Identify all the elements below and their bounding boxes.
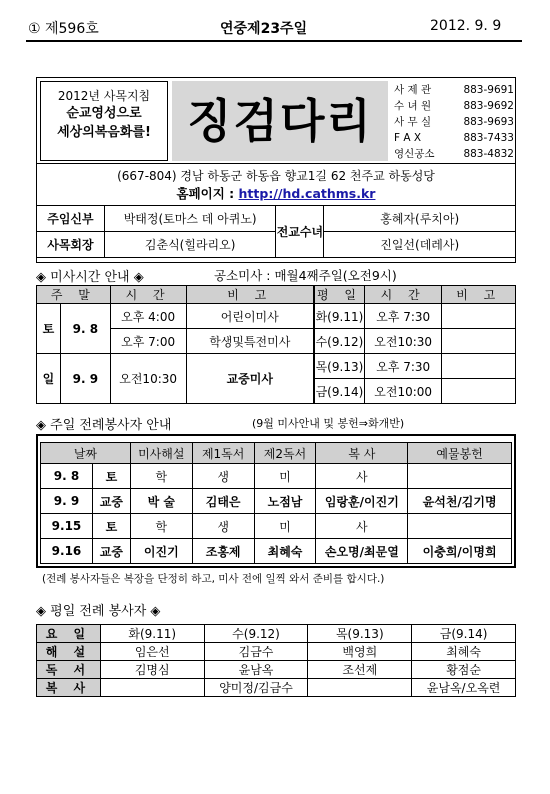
service-date: 9. 9 <box>41 489 93 514</box>
sunday-title: 연중제23주일 <box>220 21 308 37</box>
weekday-cell: 황점순 <box>412 661 516 679</box>
top-divider <box>26 40 522 42</box>
col-note: 비 고 <box>442 286 516 304</box>
service-cell: 이진기 <box>130 539 192 564</box>
service-cell: 생 <box>192 514 254 539</box>
sat-note-1: 어린이미사 <box>186 304 313 329</box>
nun-name-2: 진일선(데레사) <box>324 232 516 258</box>
weekday-cell: 윤남옥/오옥련 <box>412 679 516 697</box>
newsletter-logo: 징검다리 <box>187 94 373 148</box>
sun-note: 교중미사 <box>186 354 313 404</box>
sun-date: 9. 9 <box>60 354 110 404</box>
service-cell: 사 <box>316 514 408 539</box>
sat-time-1: 오후 4:00 <box>110 304 186 329</box>
service-day: 교중 <box>92 539 130 564</box>
council-label: 사목회장 <box>37 232 105 258</box>
sat-time-2: 오후 7:00 <box>110 329 186 354</box>
service-cell: 손오명/최문열 <box>316 539 408 564</box>
col-reading-2: 제2독서 <box>254 443 316 464</box>
nun-label: 전교수녀 <box>276 206 324 258</box>
service-day: 토 <box>92 464 130 489</box>
col-note: 비 고 <box>186 286 313 304</box>
contact-row: F A X 883-7433 <box>394 132 514 144</box>
sun-time: 오전10:30 <box>110 354 186 404</box>
service-cell: 박 술 <box>130 489 192 514</box>
service-cell: 미 <box>254 464 316 489</box>
col-time: 시 간 <box>110 286 186 304</box>
col-date: 날짜 <box>41 443 131 464</box>
service-day: 교중 <box>92 489 130 514</box>
weekday-mass-table <box>314 285 516 404</box>
service-cell: 생 <box>192 464 254 489</box>
service-cell <box>408 464 512 489</box>
sat-day: 토 <box>37 304 61 354</box>
weekday-time: 오후 7:30 <box>364 304 442 329</box>
homepage-link[interactable]: http://hd.cathms.kr <box>238 186 376 201</box>
col-time: 시 간 <box>364 286 442 304</box>
weekend-mass-table <box>36 285 314 404</box>
weekday-time: 오전10:00 <box>364 379 442 404</box>
service-cell: 노점남 <box>254 489 316 514</box>
issue-date: 2012. 9. 9 <box>430 18 502 34</box>
council-name: 김춘식(힐라리오) <box>104 232 276 258</box>
sunday-service-heading: ◈ 주일 전례봉사자 안내 <box>36 418 172 433</box>
sun-day: 일 <box>37 354 61 404</box>
weekday-cell: 조선제 <box>308 661 412 679</box>
weekday-cell: 양미정/김금수 <box>204 679 308 697</box>
row-label-day: 요 일 <box>37 625 101 643</box>
row-label-server: 복 사 <box>37 679 101 697</box>
weekday-cell <box>100 679 204 697</box>
pastor-label: 주임신부 <box>37 206 105 232</box>
weekday-col: 수(9.12) <box>204 625 308 643</box>
service-cell: 임랑훈/이진기 <box>316 489 408 514</box>
weekday-day: 금(9.14) <box>315 379 365 404</box>
col-offering: 예물봉헌 <box>408 443 512 464</box>
weekday-service-table <box>36 624 516 697</box>
contact-row: 사 제 관 883-9691 <box>394 84 514 96</box>
motto-line-1: 2012년 사목지침 <box>57 89 151 103</box>
sunday-service-table <box>40 442 512 564</box>
weekday-col: 목(9.13) <box>308 625 412 643</box>
weekday-note <box>442 354 516 379</box>
service-cell: 조홍제 <box>192 539 254 564</box>
mission-mass-note: 공소미사 : 매월4째주일(오전9시) <box>214 268 397 283</box>
weekday-cell: 최혜숙 <box>412 643 516 661</box>
motto-line-2: 순교영성으로 <box>66 106 142 121</box>
col-altar-server: 복 사 <box>316 443 408 464</box>
contact-row: 영신공소 883-4832 <box>394 148 514 160</box>
service-cell: 학 <box>130 464 192 489</box>
mass-times-heading: ◈ 미사시간 안내 ◈ <box>36 270 144 285</box>
weekday-service-heading: ◈ 평일 전례 봉사자 ◈ <box>36 604 161 619</box>
weekday-note <box>442 379 516 404</box>
sunday-service-note: (9월 미사안내 및 봉헌⇒화개반) <box>252 417 405 430</box>
pastor-name: 박태정(토마스 데 아퀴노) <box>104 206 276 232</box>
motto-line-3: 세상의복음화를! <box>57 125 151 140</box>
service-day: 토 <box>92 514 130 539</box>
service-date: 9.15 <box>41 514 93 539</box>
homepage-line <box>36 184 516 202</box>
nun-name-1: 홍혜자(루치아) <box>324 206 516 232</box>
weekday-day: 목(9.13) <box>315 354 365 379</box>
weekday-cell: 김금수 <box>204 643 308 661</box>
staff-table <box>36 205 516 258</box>
weekday-cell: 임은선 <box>100 643 204 661</box>
col-commentary: 미사해설 <box>130 443 192 464</box>
pastoral-motto <box>40 81 168 161</box>
service-footnote: (전례 봉사자들은 복장을 단정히 하고, 미사 전에 일찍 와서 준비를 합시다.) <box>42 573 385 585</box>
contact-row: 수 녀 원 883-9692 <box>394 100 514 112</box>
service-cell: 최혜숙 <box>254 539 316 564</box>
sat-date: 9. 8 <box>60 304 110 354</box>
row-label-reading: 독 서 <box>37 661 101 679</box>
issue-number: ① 제596호 <box>28 21 99 37</box>
service-date: 9. 8 <box>41 464 93 489</box>
col-weekday: 평 일 <box>315 286 365 304</box>
service-cell: 윤석천/김기명 <box>408 489 512 514</box>
weekday-time: 오전10:30 <box>364 329 442 354</box>
service-cell <box>408 514 512 539</box>
row-label-commentary: 해 설 <box>37 643 101 661</box>
weekday-day: 수(9.12) <box>315 329 365 354</box>
weekday-note <box>442 304 516 329</box>
weekday-cell <box>308 679 412 697</box>
weekday-note <box>442 329 516 354</box>
col-weekend: 주 말 <box>37 286 111 304</box>
weekday-cell: 김명심 <box>100 661 204 679</box>
sat-note-2: 학생및특전미사 <box>186 329 313 354</box>
weekday-col: 화(9.11) <box>100 625 204 643</box>
service-cell: 미 <box>254 514 316 539</box>
service-cell: 학 <box>130 514 192 539</box>
weekday-cell: 윤남옥 <box>204 661 308 679</box>
service-cell: 김태은 <box>192 489 254 514</box>
col-reading-1: 제1독서 <box>192 443 254 464</box>
weekday-col: 금(9.14) <box>412 625 516 643</box>
parish-address: (667-804) 경남 하동군 하동읍 향교1길 62 천주교 하동성당 <box>36 163 516 183</box>
weekday-day: 화(9.11) <box>315 304 365 329</box>
contact-row: 사 무 실 883-9693 <box>394 116 514 128</box>
weekday-cell: 백영희 <box>308 643 412 661</box>
service-cell: 사 <box>316 464 408 489</box>
weekday-time: 오후 7:30 <box>364 354 442 379</box>
homepage-label: 홈페이지 : <box>176 186 239 201</box>
service-cell: 이충희/이명희 <box>408 539 512 564</box>
contact-list <box>394 82 514 162</box>
service-date: 9.16 <box>41 539 93 564</box>
